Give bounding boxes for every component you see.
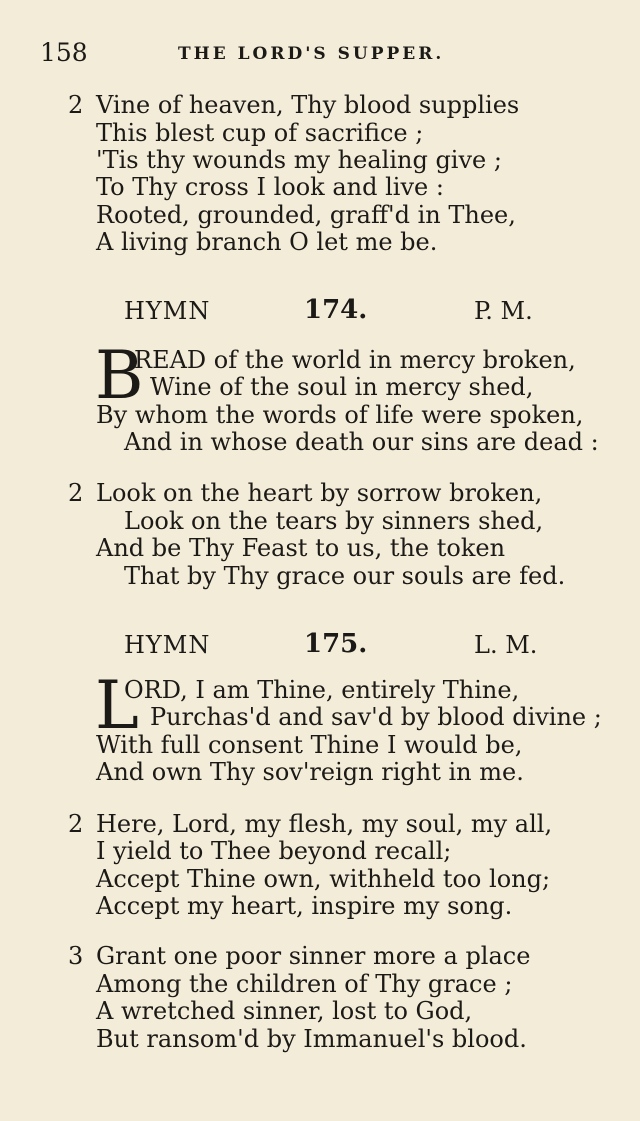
hymn-meter: L. M. (474, 631, 538, 659)
hymn-label: HYMN (124, 297, 211, 325)
verse-number: 2 (68, 91, 84, 119)
verse-line: Rooted, grounded, graff'd in Thee, (96, 201, 516, 229)
verse-line: Look on the heart by sorrow broken, (96, 479, 543, 507)
running-head: THE LORD'S SUPPER. (178, 44, 445, 64)
hymn-number: 174. (304, 295, 368, 325)
verse-line: READ of the world in mercy broken, (134, 346, 576, 374)
verse-line: With full consent Thine I would be, (96, 731, 523, 759)
verse-line: To Thy cross I look and live : (96, 173, 444, 201)
verse-line: That by Thy grace our souls are fed. (124, 562, 566, 590)
hymn-number: 175. (304, 629, 368, 659)
verse-line: Accept my heart, inspire my song. (96, 892, 513, 920)
verse-line: But ransom'd by Immanuel's blood. (96, 1025, 527, 1053)
page-header (0, 38, 640, 70)
verse-line: Purchas'd and sav'd by blood divine ; (150, 703, 602, 731)
verse-line: And in whose death our sins are dead : (124, 428, 599, 456)
verse-line: Look on the tears by sinners shed, (124, 507, 544, 535)
verse-number: 2 (68, 810, 84, 838)
verse-line: 'Tis thy wounds my healing give ; (96, 146, 502, 174)
verse-number: 2 (68, 479, 84, 507)
hymn-label: HYMN (124, 631, 211, 659)
verse-line: ORD, I am Thine, entirely Thine, (124, 676, 520, 704)
verse-line: Grant one poor sinner more a place (96, 942, 531, 970)
verse-line: I yield to Thee beyond recall; (96, 837, 452, 865)
verse-line: Vine of heaven, Thy blood supplies (96, 91, 520, 119)
verse-line: Among the children of Thy grace ; (96, 970, 513, 998)
verse-line: And own Thy sov'reign right in me. (96, 758, 524, 786)
verse-line: A wretched sinner, lost to God, (96, 997, 473, 1025)
verse-line: Wine of the soul in mercy shed, (150, 373, 534, 401)
verse-line: Accept Thine own, withheld too long; (96, 865, 551, 893)
hymn-meter: P. M. (474, 297, 533, 325)
drop-cap: L (95, 667, 139, 744)
drop-cap: B (95, 337, 144, 414)
verse-line: And be Thy Feast to us, the token (96, 534, 506, 562)
verse-line: A living branch O let me be. (96, 228, 438, 256)
verse-line: By whom the words of life were spoken, (96, 401, 584, 429)
verse-number: 3 (68, 942, 84, 970)
verse-line: Here, Lord, my flesh, my soul, my all, (96, 810, 553, 838)
page-number: 158 (40, 38, 88, 67)
verse-line: This blest cup of sacrifice ; (96, 119, 424, 147)
